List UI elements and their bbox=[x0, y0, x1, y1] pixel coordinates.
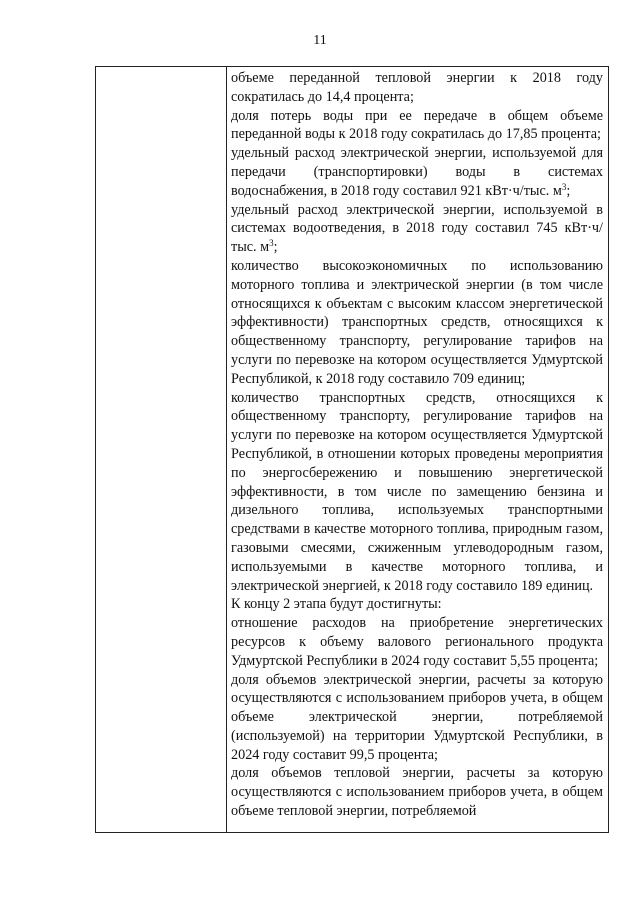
paragraph: К концу 2 этапа будут достигнуты: bbox=[231, 596, 442, 613]
paragraph: удельный расход электрической энергии, используемой для передачи (транспортировки) воды в системах водоснабжения, в 2018 году составил 921 кВт·ч/тыс. $м^3$; bbox=[231, 145, 603, 199]
document-table bbox=[95, 66, 609, 833]
paragraph: удельный расход электрической энергии, используемой в системах водоотведения, в 2018 году составил 745 кВт·ч/тыс. $м^3$; bbox=[231, 201, 603, 256]
table-right-cell bbox=[231, 69, 603, 821]
page-number: 11 bbox=[313, 33, 327, 48]
paragraph: отношение расходов на приобретение энергетических ресурсов к объему валового регионального продукта Удмуртской Республики в 2024 году составит 5,55 процента; bbox=[231, 615, 603, 669]
paragraph: доля потерь воды при ее передаче в общем объеме переданной воды к 2018 году сократилась до 17,85 процента; bbox=[231, 107, 603, 143]
table-left-cell bbox=[96, 67, 226, 832]
column-divider bbox=[226, 67, 227, 832]
paragraph: объеме переданной тепловой энергии к 2018 году сократилась до 14,4 процента; bbox=[231, 70, 603, 105]
paragraph: доля объемов электрической энергии, расчеты за которую осуществляются с использованием приборов учета, в общем объеме электрической энергии, потребляемой (используемой) на территории Удмуртской Республики, в 2024 году составит 99,5 процента; bbox=[231, 671, 603, 763]
paragraph: количество высокоэкономичных по использованию моторного топлива и электрической энергии (в том числе относящихся к объектам с высоким классом энергетической эффективности) транспортных средств, относящихся к общественному транспорту, регулирование тарифов на услуги по перевозке на котором осуществляется Удмуртской Республикой, к 2018 году составило 709 единиц; bbox=[231, 257, 603, 387]
paragraph: количество транспортных средств, относящихся к общественному транспорту, регулирование тарифов на услуги по перевозке на котором осуществляется Удмуртской Республикой, в отношении которых проведены мероприятия по энергосбережению и повышению энергетической эффективности, в том числе по замещению бензина и дизельного топлива, используемых транспортными средствами в качестве моторного топлива, природным газом, газовыми смесями, сжиженным углеводородным газом, используемыми в качестве моторного топлива, и электрической энергией, к 2018 году составило 189 единиц. bbox=[231, 389, 603, 594]
paragraph: доля объемов тепловой энергии, расчеты за которую осуществляются с использованием приборов учета, в общем объеме тепловой энергии, потребляемой bbox=[231, 765, 603, 820]
